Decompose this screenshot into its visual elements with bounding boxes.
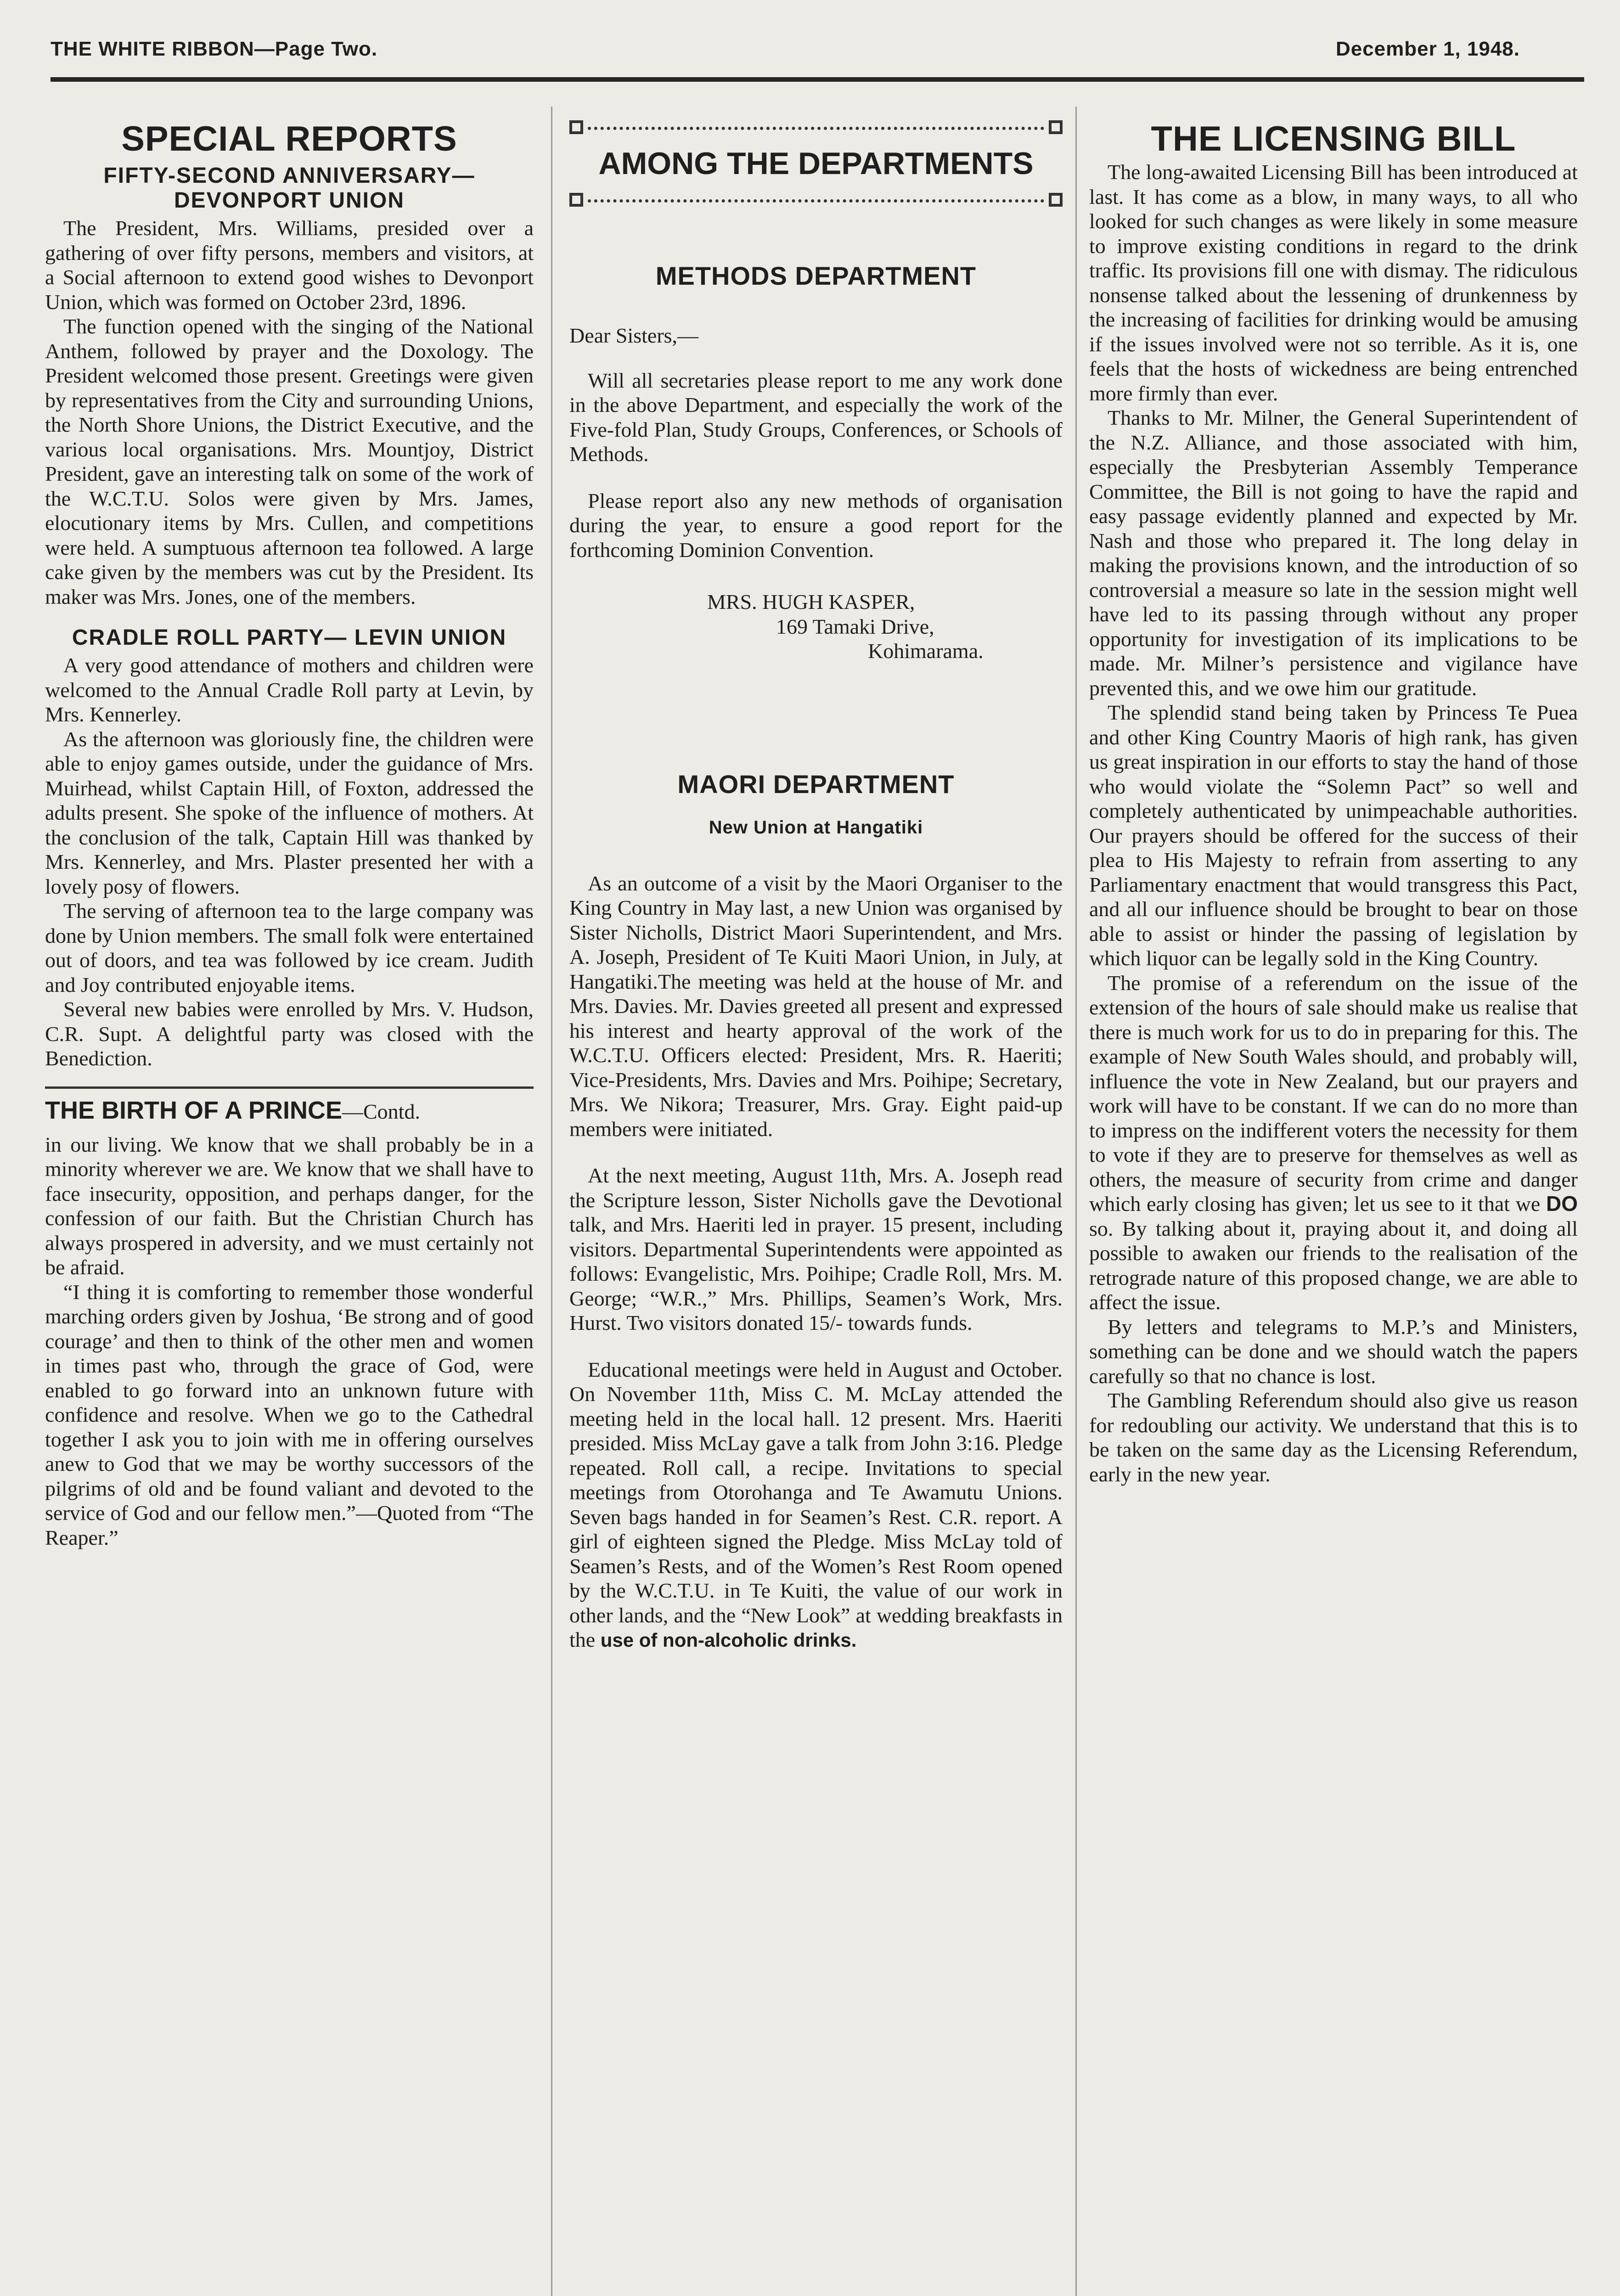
article-paragraph: The splendid stand being taken by Princess Te Puea and other King Country Maoris of high rank, has given us great inspiration in our efforts to stay the hand of those who would violate the “Solemn Pact” so well and completely authenticated by unimpeachable authorities. Our prayers should be offered for the success of their plea to His Majesty to refrain from asserting to any Parliamentary enactment that would transgress this Pact, and all our influence should be brought to bear on those able to assist or hinder the passing of legislation by which liquor can be legally sold in the King Country. <box>1089 701 1578 970</box>
article-paragraph: As the afternoon was gloriously fine, the children were able to enjoy games outside, under the guidance of Mrs. Muirhead, whilst Captain Hill, of Foxton, addressed the adults present. She spoke of the influence of mothers. At the conclusion of the talk, Captain Hill was thanked by Mrs. Kennerley, and Mrs. Plaster presented her with a lovely posy of flowers. <box>45 727 534 898</box>
closing-bold-text: use of non-alcoholic drinks. <box>600 1629 857 1651</box>
article-paragraph: in our living. We know that we shall probably be in a minority wherever we are. We know that we shall have to face insecurity, opposition, and perhaps danger, for the confession of our faith. But the Christian Church has always prospered in adversity, and we must certainly not be afraid. <box>45 1132 534 1279</box>
article-paragraph: The President, Mrs. Williams, presided over a gathering of over fifty persons, members and visitors, at a Social afternoon to extend good wishes to Devonport Union, which was formed on October 23rd, 1896. <box>45 216 534 314</box>
ornament-square-icon <box>569 193 583 207</box>
article-paragraph: The Gambling Referendum should also give us reason for redoubling our activity. We understand that this is to be taken on the same day as the Licensing Referendum, early in the new year. <box>1089 1389 1578 1486</box>
article-paragraph <box>1089 971 1578 1315</box>
emphasis-do: DO <box>1546 1192 1578 1216</box>
article-title-birth-of-prince <box>45 1086 534 1127</box>
banner-title-among-departments: AMONG THE DEPARTMENTS <box>598 146 1034 181</box>
article-title-licensing-bill: THE LICENSING BILL <box>1151 119 1516 158</box>
header-rule <box>51 77 1584 82</box>
dotted-rule <box>588 127 1044 134</box>
article-paragraph: As an outcome of a visit by the Maori Organiser to the King Country in May last, a new Union was organised by Sister Nicholls, District Maori Superintendent, and Mrs. A. Joseph, President of Te Kuiti Maori Union, in July, at Hangatiki.The meeting was held at the house of Mr. and Mrs. Davies. Mr. Davies greeted all present and expressed his interest and hearty approval of the work of the W.C.T.U. Officers elected: President, Mrs. R. Haeriti; Vice-Presidents, Mrs. Davies and Mrs. Poihipe; Secretary, Mrs. We Nikora; Treasurer, Mrs. Gray. Eight paid-up members were initiated. <box>569 871 1063 1141</box>
article-paragraph: The function opened with the singing of the National Anthem, followed by prayer and the Doxology. The President welcomed those present. Greetings were given by representatives from the City and surrounding Unions, the North Shore Unions, the District Executive, and the various local organisations. Mrs. Mountjoy, District President, gave an interesting talk on some of the work of the W.C.T.U. Solos were given by Mrs. James, elocutionary items by Mrs. Cullen, and competitions were held. A sumptuous afternoon tea followed. A large cake given by the members was cut by the President. Its maker was Mrs. Jones, one of the members. <box>45 315 534 608</box>
signature-street: 169 Tamaki Drive, <box>776 614 934 638</box>
dept-title-methods: METHODS DEPARTMENT <box>655 261 977 290</box>
continued-label: —Contd. <box>342 1099 420 1123</box>
ornament-square-icon <box>1049 193 1063 207</box>
article-paragraph: A very good attendance of mothers and children were welcomed to the Annual Cradle Roll party at Levin, by Mrs. Kennerley. <box>45 653 534 726</box>
signature-suburb: Kohimarama. <box>868 639 984 663</box>
subtitle-new-union: New Union at Hangatiki <box>709 817 923 838</box>
paragraph-text: so. By talking about it, praying about it, and doing all possible to awaken our friends to the realisation of the retrograde nature of this proposed change, we are able to affect the issue. <box>1089 1216 1578 1314</box>
dotted-rule <box>588 199 1044 206</box>
column-divider <box>551 107 552 2296</box>
column-right <box>1089 118 1578 1486</box>
signature-name: MRS. HUGH KASPER, <box>707 590 915 613</box>
article-paragraph: Thanks to Mr. Milner, the General Superintendent of the N.Z. Alliance, and those associated with him, especially the Presbyterian Assembly Temperance Committee, the Bill is not going to have the rapid and easy passage evidently planned and expected by Mr. Nash and those who prepared it. The long delay in making the provisions known, and the introduction of so controversial a measure so late in the session might well have led to its passing through without any proper opportunity for investigation of its implications to be made. Mr. Milner’s persistence and vigilance have prevented this, and we owe him our gratitude. <box>1089 406 1578 700</box>
ornament-square-icon <box>1049 120 1063 134</box>
ornament-rule-top <box>569 118 1063 138</box>
issue-date: December 1, 1948. <box>1335 38 1520 60</box>
article-paragraph <box>569 1357 1063 1653</box>
article-paragraph: Please report also any new methods of organisation during the year, to ensure a good report for the forthcoming Dominion Convention. <box>569 489 1063 562</box>
paragraph-text: The promise of a referendum on the issue of the extension of the hours of sale should make us realise that there is much work for us to do in preparing for this. The example of New South Wales should, and probably will, influence the vote in New Zealand, but our prayers and work will have to be constant. If we can do no more than to impress on the indifferent voters the necessity for them to vote if they are to preserve for themselves as well as others, the measure of security from crime and danger which early closing has given; let us see to it that we <box>1089 971 1578 1216</box>
column-middle <box>569 118 1063 1653</box>
section-title-special-reports: SPECIAL REPORTS <box>121 119 457 158</box>
article-title-text: THE BIRTH OF A PRINCE <box>45 1096 342 1124</box>
article-title-cradle-roll: CRADLE ROLL PARTY— LEVIN UNION <box>72 625 507 650</box>
article-title-devonport: FIFTY-SECOND ANNIVERSARY— DEVONPORT UNION <box>103 163 475 213</box>
article-paragraph: “I thing it is comforting to remember those wonderful marching orders given by Joshua, ‘Be strong and of good courage’ and then to think of the other men and women in times past who, through the grace of God, were enabled to go forward into an unknown future with confidence and resolve. When we go to the Cathedral together I ask you to join with me in offering ourselves anew to God that we may be worthy successors of the pilgrims of old and be found valiant and devoted to the service of God and our fellow men.”—Quoted from “The Reaper.” <box>45 1280 534 1549</box>
column-divider <box>1075 107 1077 2296</box>
article-paragraph: Several new babies were enrolled by Mrs. V. Hudson, C.R. Supt. A delightful party was closed with the Benediction. <box>45 997 534 1070</box>
dept-title-maori: MAORI DEPARTMENT <box>677 769 955 799</box>
greeting: Dear Sisters,— <box>569 324 699 347</box>
column-left <box>45 118 534 1550</box>
article-paragraph: By letters and telegrams to M.P.’s and Ministers, something can be done and we should watch the papers carefully so that no chance is lost. <box>1089 1315 1578 1388</box>
article-paragraph: The long-awaited Licensing Bill has been introduced at last. It has come as a blow, in many ways, to all who looked for such changes as were likely in some measure to improve existing conditions in regard to the drink traffic. Its provisions fill one with dismay. The ridiculous nonsense talked about the lessening of drunkenness by the increasing of facilities for drinking would be amusing if the issues involved were not so terrible. As it is, one feels that the hosts of wickedness are being entrenched more firmly than ever. <box>1089 160 1578 405</box>
article-paragraph: At the next meeting, August 11th, Mrs. A. Joseph read the Scripture lesson, Sister Nicholls gave the Devotional talk, and Mrs. Haeriti led in prayer. 15 present, including visitors. Departmental Superintendents were appointed as follows: Evangelistic, Mrs. Poihipe; Cradle Roll, Mrs. M. George; “W.R.,” Mrs. Phillips, Seamen’s Work, Mrs. Hurst. Two visitors donated 15/- towards funds. <box>569 1164 1063 1334</box>
ornament-rule-bottom <box>569 190 1063 210</box>
article-paragraph: Will all secretaries please report to me any work done in the above Department, and especially the work of the Five-fold Plan, Study Groups, Conferences, or Schools of Methods. <box>569 368 1063 466</box>
ornament-square-icon <box>569 120 583 134</box>
publication-title: THE WHITE RIBBON—Page Two. <box>51 38 378 60</box>
paragraph-text: Educational meetings were held in August and October. On November 11th, Miss C. M. McLay attended the meeting held in the local hall. 12 present. Mrs. Haeriti presided. Miss McLay gave a talk from John 3:16. Pledge repeated. Roll call, a recipe. Invitations to special meetings from Otorohanga and Te Awamutu Unions. Seven bags handed in for Seamen’s Rest. C.R. report. A girl of eighteen signed the Pledge. Miss McLay told of Seamen’s Rests, and of the Women’s Rest Room opened by the W.C.T.U. in Te Kuiti, the value of our work in other lands, and the “New Look” at wedding breakfasts in the <box>569 1357 1063 1651</box>
article-paragraph: The serving of afternoon tea to the large company was done by Union members. The small folk were entertained out of doors, and tea was followed by ice cream. Judith and Joy contributed enjoyable items. <box>45 899 534 996</box>
